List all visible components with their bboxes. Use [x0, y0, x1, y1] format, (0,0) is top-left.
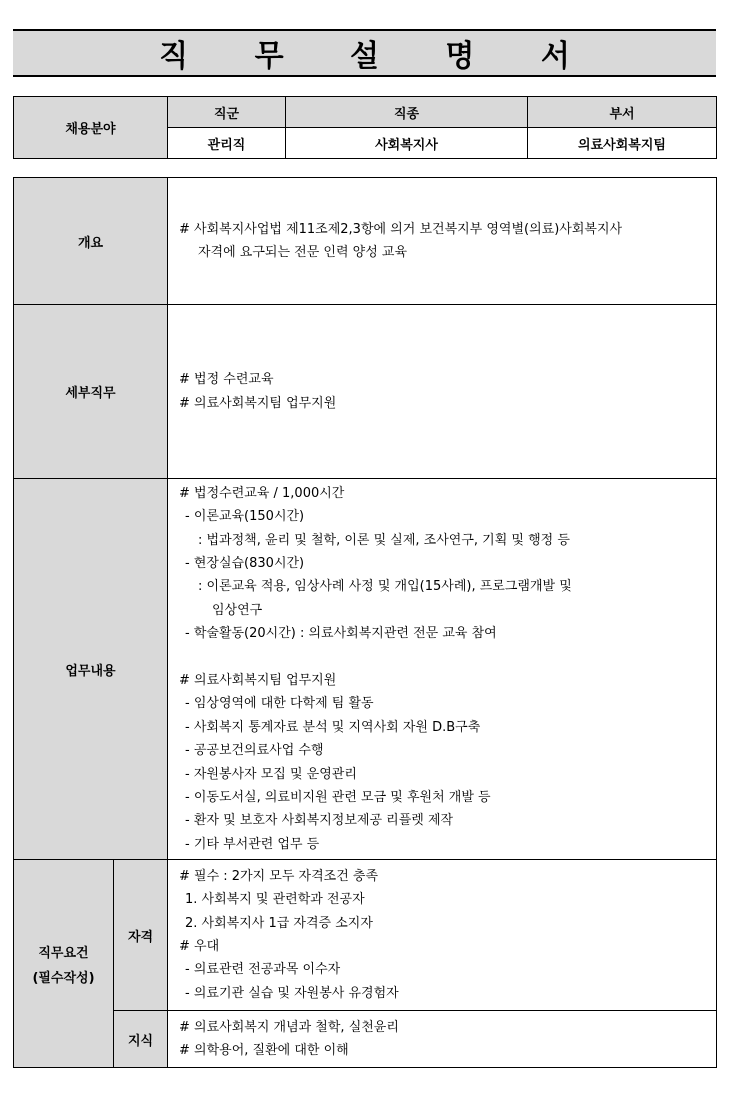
- document-title-band: [13, 29, 716, 77]
- work-content-content: [168, 479, 717, 860]
- detail-duties-line: # 의료사회복지팀 업무지원: [179, 395, 337, 411]
- work-line: : 이론교육 적용, 임상사례 사정 및 개입(15사례), 프로그램개발 및: [198, 579, 572, 595]
- requirements-label-line2: (필수작성): [32, 970, 95, 986]
- work-line: # 의료사회복지팀 업무지원: [179, 672, 337, 688]
- work-line: 임상연구: [212, 602, 263, 618]
- header-job-type: 직종: [286, 97, 528, 128]
- work-line: - 사회복지 통계자료 분석 및 지역사회 자원 D.B구축: [185, 719, 481, 735]
- knowledge-line: # 의료사회복지 개념과 철학, 실천윤리: [179, 1019, 399, 1035]
- work-line: - 환자 및 보호자 사회복지정보제공 리플렛 제작: [185, 813, 454, 829]
- work-line: : 법과정책, 윤리 및 철학, 이론 및 실제, 조사연구, 기획 및 행정 등: [198, 532, 570, 548]
- qualification-content: [168, 860, 717, 1011]
- header-job-group: 직군: [168, 97, 286, 128]
- qualification-line: # 우대: [179, 939, 220, 954]
- recruitment-label: 채용분야: [14, 97, 168, 159]
- work-line-blank: [179, 646, 716, 669]
- work-line: - 현장실습(830시간): [185, 555, 305, 571]
- qualification-line: 2. 사회복지사 1급 자격증 소지자: [185, 915, 373, 931]
- knowledge-label: 지식: [114, 1011, 168, 1068]
- detail-duties-label: 세부직무: [14, 305, 168, 479]
- overview-line: # 사회복지사업법 제11조제2,3항에 의거 보건복지부 영역별(의료)사회복지사: [179, 221, 623, 237]
- work-line: - 이동도서실, 의료비지원 관련 모금 및 후원처 개발 등: [185, 790, 491, 806]
- work-line: - 학술활동(20시간) : 의료사회복지관련 전문 교육 참여: [185, 626, 497, 642]
- qualification-label: 자격: [114, 860, 168, 1011]
- detail-duties-content: [168, 305, 717, 479]
- work-line: - 자원봉사자 모집 및 운영관리: [185, 766, 357, 782]
- value-job-group: 관리직: [168, 128, 286, 159]
- knowledge-line: # 의학용어, 질환에 대한 이해: [179, 1043, 349, 1058]
- work-line: - 임상영역에 대한 다학제 팀 활동: [185, 696, 374, 712]
- work-content-label: 업무내용: [14, 479, 168, 860]
- overview-line: 자격에 요구되는 전문 인력 양성 교육: [198, 245, 408, 260]
- qualification-line: 1. 사회복지 및 관련학과 전공자: [185, 892, 365, 908]
- qualification-line: # 필수 : 2가지 모두 자격조건 충족: [179, 868, 379, 884]
- work-line: - 기타 부서관련 업무 등: [185, 836, 320, 852]
- requirements-label: [14, 860, 114, 1068]
- qualification-line: - 의료기관 실습 및 자원봉사 유경험자: [185, 985, 399, 1001]
- work-line: - 공공보건의료사업 수행: [185, 743, 324, 759]
- detail-duties-line: # 법정 수련교육: [179, 372, 274, 388]
- header-department: 부서: [528, 97, 717, 128]
- work-line: # 법정수련교육 / 1,000시간: [179, 485, 345, 501]
- overview-label: 개요: [14, 178, 168, 305]
- overview-content: [168, 178, 717, 305]
- value-job-type: 사회복지사: [286, 128, 528, 159]
- value-department: 의료사회복지팀: [528, 128, 717, 159]
- qualification-line: - 의료관련 전공과목 이수자: [185, 962, 341, 978]
- document-title: 직 무 설 명 서: [159, 39, 598, 74]
- knowledge-content: [168, 1011, 717, 1068]
- requirements-label-line1: 직무요건: [38, 945, 89, 961]
- recruitment-table: [13, 96, 717, 159]
- work-line: - 이론교육(150시간): [185, 509, 305, 525]
- job-description-table: [13, 177, 717, 1068]
